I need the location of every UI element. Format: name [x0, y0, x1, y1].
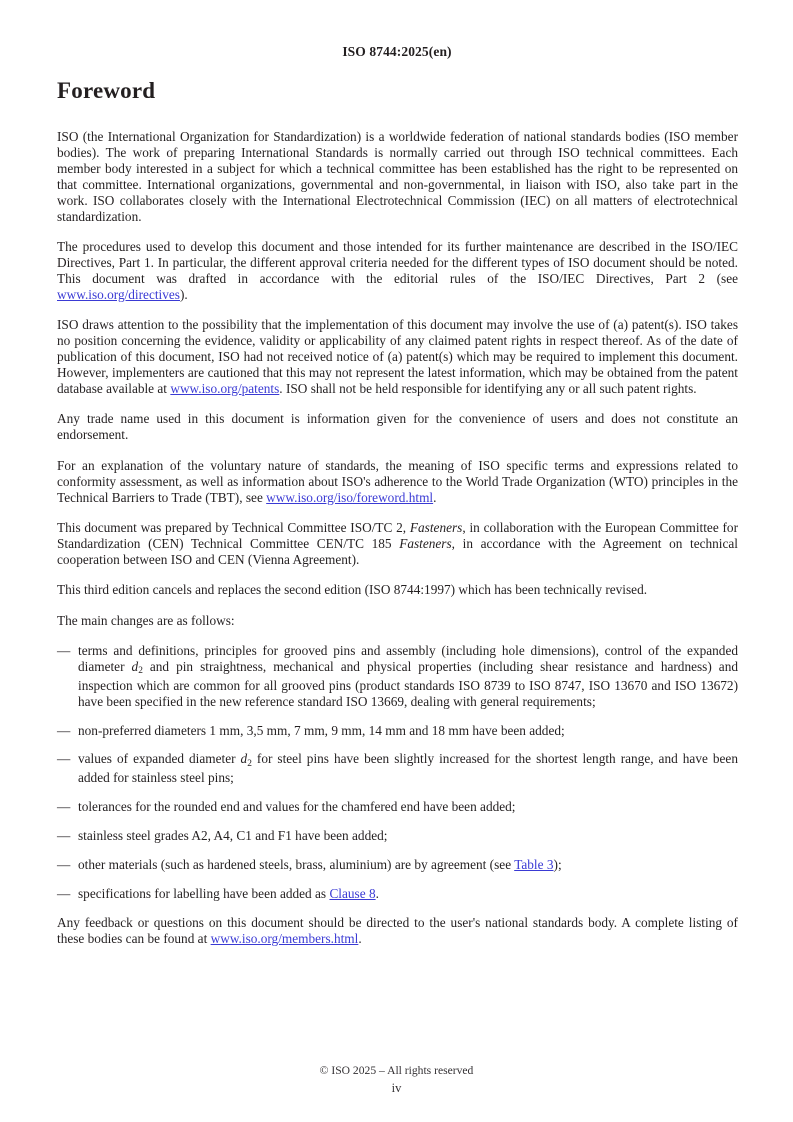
page-title: Foreword: [57, 78, 156, 103]
change-item-6-text-2: );: [553, 857, 562, 873]
paragraph-voluntary-text-after: .: [433, 489, 437, 505]
feedback-text-after: .: [358, 930, 362, 946]
list-item: [57, 751, 738, 786]
paragraph-patents-text-before: ISO draws attention to the possibility that the implementation of this document may involve the use of (a) patent(s). ISO takes no position concerning the evidence, validity or applicability of any claimed patent rights in respect thereof. As of the date of publication of this document, ISO had not received notice of (a) patent(s) which may be required to implement this document. However, implementers are cautioned that this may not represent the latest information, which may be obtained from the patent database available at: [57, 317, 738, 396]
change-item-2-text: non-preferred diameters 1 mm, 3,5 mm, 7 mm, 9 mm, 14 mm and 18 mm have been added;: [78, 722, 565, 738]
change-item-3-text-1: values of expanded diameter: [78, 751, 241, 767]
paragraph-feedback: [57, 915, 738, 947]
dash-bullet-icon: —: [57, 642, 71, 658]
change-item-1-text-1: terms and definitions, principles for grooved pins and assembly (including hole dimensions), control of the expanded diameter: [78, 642, 738, 674]
paragraph-trade-name: Any trade name used in this document is information given for the convenience of users and does not constitute an endorsement.: [57, 411, 738, 443]
list-item: [57, 828, 738, 844]
dash-bullet-icon: —: [57, 722, 71, 738]
dash-bullet-icon: —: [57, 828, 71, 844]
link-iso-members[interactable]: www.iso.org/members.html: [210, 930, 359, 946]
paragraph-patents-text-after: . ISO shall not be held responsible for identifying any or all such patent rights.: [279, 380, 697, 396]
committee-text-1: This document was prepared by Technical Committee ISO/TC 2,: [57, 519, 410, 535]
variable-d-subscript: 2: [247, 759, 252, 770]
page-number: iv: [391, 1081, 402, 1095]
change-item-5-text: stainless steel grades A2, A4, C1 and F1 have been added;: [78, 828, 388, 844]
link-iso-foreword[interactable]: www.iso.org/iso/foreword.html: [266, 489, 434, 505]
paragraph-voluntary-text-before: For an explanation of the voluntary nature of standards, the meaning of ISO specific terms and expressions related to conformity assessment, as well as information about ISO's adherence to the World Trade Organization (WTO) principles in the Technical Barriers to Trade (TBT), see: [57, 457, 738, 505]
feedback-text-before: Any feedback or questions on this document should be directed to the user's national standards body. A complete listing of these bodies can be found at: [57, 914, 738, 946]
paragraph-iso-description: ISO (the International Organization for Standardization) is a worldwide federation of national standards bodies (ISO member bodies). The work of preparing International Standards is normally carried out through ISO technical committees. Each member body interested in a subject for which a technical committee has been established has the right to be represented on that committee. International organizations, governmental and non-governmental, in liaison with ISO, also take part in the work. ISO collaborates closely with the International Electrotechnical Commission (IEC) on all matters of electrotechnical standardization.: [57, 129, 738, 224]
dash-bullet-icon: —: [57, 799, 71, 815]
variable-d2-a: [131, 658, 143, 677]
variable-d-letter: d: [131, 658, 139, 674]
committee-text-2: , in collaboration with the European Committee for Standardization (CEN) Technical Committee CEN/TC 185: [57, 519, 738, 551]
list-item: [57, 886, 738, 902]
list-item: [57, 643, 738, 710]
changes-list: [57, 643, 738, 902]
link-iso-directives[interactable]: www.iso.org/directives: [57, 286, 180, 302]
paragraph-procedures: [57, 239, 738, 303]
paragraph-patents: [57, 317, 738, 397]
paragraph-edition: This third edition cancels and replaces the second edition (ISO 8744:1997) which has been technically revised.: [57, 582, 648, 598]
committee-text-3: , in accordance with the Agreement on technical cooperation between ISO and CEN (Vienna Agreement).: [57, 535, 738, 567]
committee-italic-fasteners-2: Fasteners: [399, 535, 452, 551]
paragraph-voluntary-nature: [57, 458, 738, 506]
dash-bullet-icon: —: [57, 857, 71, 873]
change-item-7-text-1: specifications for labelling have been added as: [78, 886, 330, 902]
list-item: [57, 723, 738, 739]
link-table-3[interactable]: Table 3: [514, 857, 554, 873]
variable-d-letter: d: [240, 751, 248, 767]
dash-bullet-icon: —: [57, 751, 71, 767]
link-iso-patents[interactable]: www.iso.org/patents: [170, 380, 280, 396]
paragraph-committee: [57, 520, 738, 568]
document-content: [57, 78, 738, 947]
change-item-1-text-2: and pin straightness, mechanical and physical properties (including shear resistance and hardness) and inspection which are common for all grooved pins (product standards ISO 8739 to ISO 8747, ISO 13670 and ISO 13672) have been specified in the new reference standard ISO 13669, dealing with general requirements;: [78, 658, 738, 709]
variable-d-subscript: 2: [138, 666, 143, 677]
change-item-4-text: tolerances for the rounded end and values for the chamfered end have been added;: [78, 799, 516, 815]
change-item-7-text-2: .: [375, 886, 379, 902]
change-item-3-text-2: for steel pins have been slightly increased for the shortest length range, and have been added for stainless steel pins;: [78, 751, 738, 786]
footer-copyright: © ISO 2025 – All rights reserved: [319, 1064, 474, 1077]
paragraph-procedures-text-before: The procedures used to develop this document and those intended for its further maintenance are described in the ISO/IEC Directives, Part 1. In particular, the different approval criteria needed for the different types of ISO document should be noted. This document was drafted in accordance with the editorial rules of the ISO/IEC Directives, Part 2 (see: [57, 239, 738, 287]
list-item: [57, 799, 738, 815]
dash-bullet-icon: —: [57, 886, 71, 902]
change-item-6-text-1: other materials (such as hardened steels, brass, aluminium) are by agreement (see: [78, 857, 515, 873]
paragraph-main-changes-intro: The main changes are as follows:: [57, 612, 235, 628]
running-head: ISO 8744:2025(en): [342, 44, 452, 59]
variable-d2-b: [240, 751, 252, 770]
paragraph-procedures-text-after: ).: [179, 286, 188, 302]
committee-italic-fasteners-1: Fasteners: [409, 519, 463, 535]
link-clause-8[interactable]: Clause 8: [329, 886, 376, 902]
changes-list-block: [57, 643, 738, 902]
list-item: [57, 857, 738, 873]
